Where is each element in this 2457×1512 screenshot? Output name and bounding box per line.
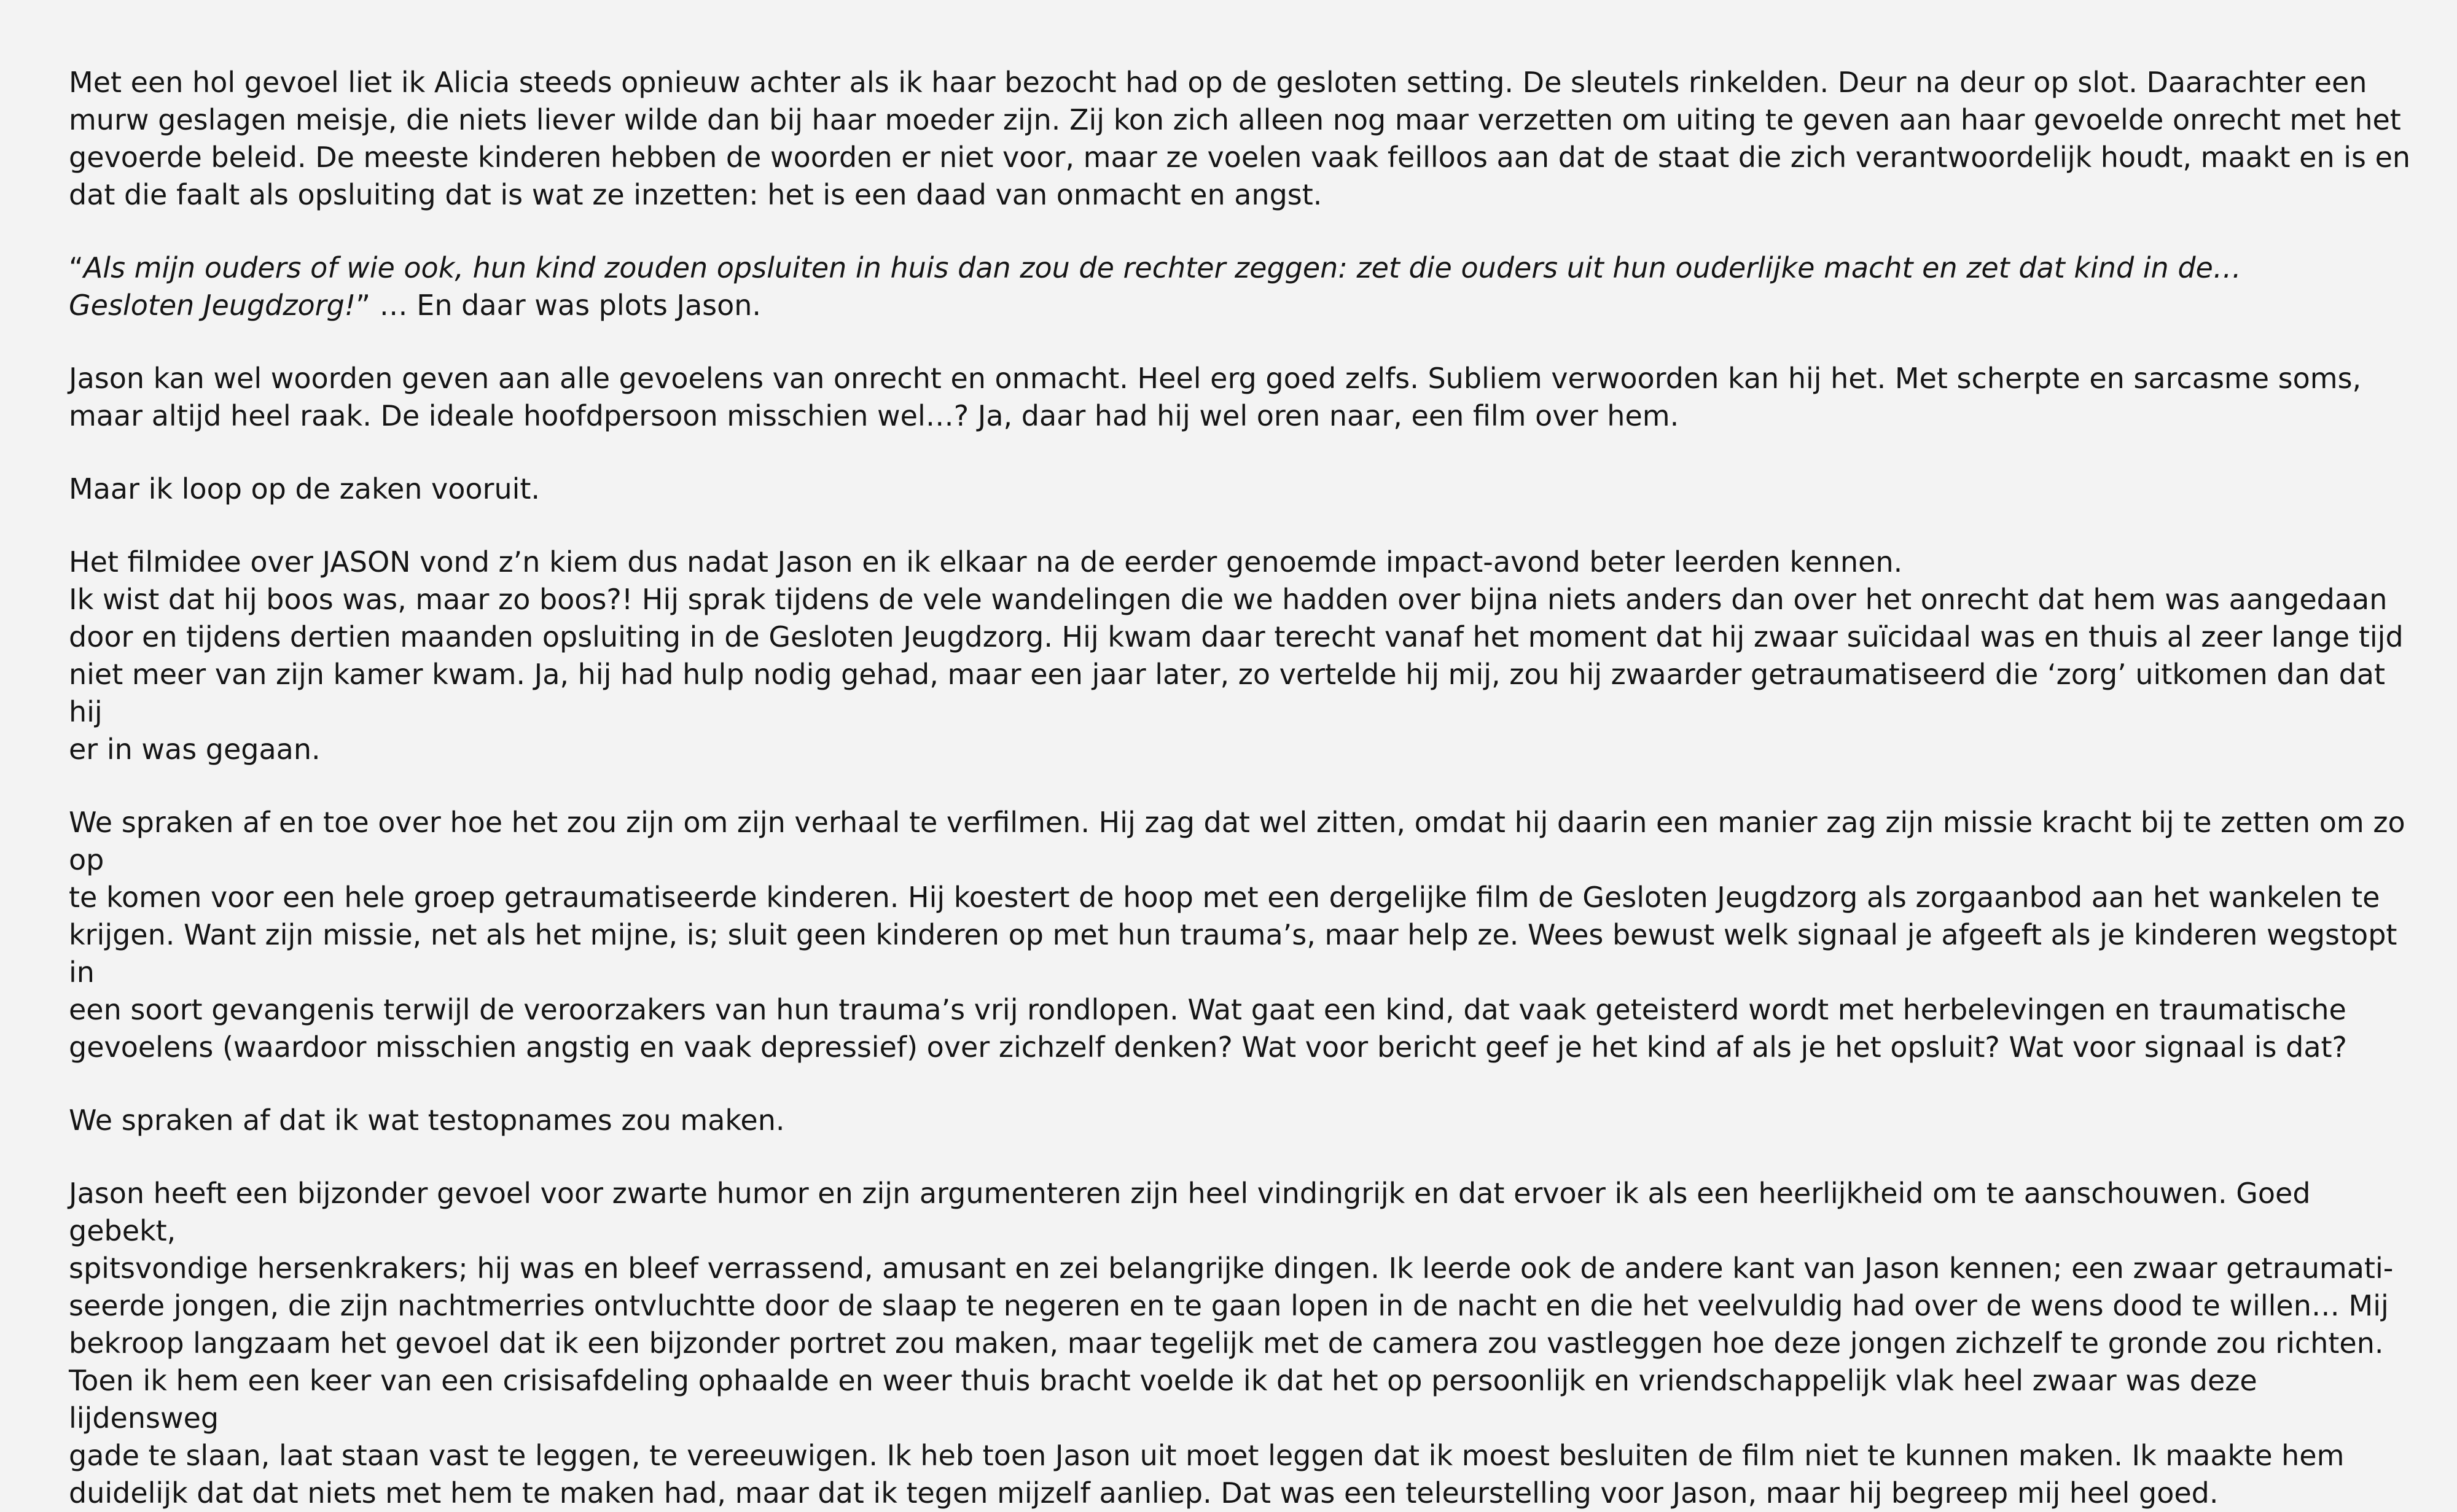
document-body: [69, 64, 2415, 1512]
quote-open-mark: “: [69, 251, 84, 284]
quote-close-mark: ”: [356, 289, 371, 322]
paragraph-test-recordings: We spraken af dat ik wat testopnames zou maken.: [69, 1104, 785, 1137]
paragraph-film-idea: Het filmidee over JASON vond z’n kiem dus nadat Jason en ik elkaar na de eerder genoemde impact-avond beter leerden kennen. Ik wist dat hij boos was, maar zo boos?! Hij sprak tijdens de vele wandelingen die we hadden over bijna niets anders dan over het onrecht dat hem was aangedaan door en tijdens dertien maanden opsluiting in de Gesloten Jeugdzorg. Hij kwam daar terecht vanaf het moment dat hij zwaar suïcidaal was en thuis al zeer lange tijd niet meer van zijn kamer kwam. Ja, hij had hulp nodig gehad, maar een jaar later, zo vertelde hij mij, zou hij zwaarder getraumatiseerd die ‘zorg’ uitkomen dan dat hij er in was gegaan.: [69, 545, 2404, 766]
quote-tail: … En daar was plots Jason.: [370, 289, 762, 322]
paragraph-humor: Jason heeft een bijzonder gevoel voor zwarte humor en zijn argumenteren zijn heel vindingrijk en dat ervoer ik als een heerlijkheid om te aanschouwen. Goed gebekt, spitsvondige hersenkrakers; hij was en bleef verrassend, amusant en zei belangrijke dingen. Ik leerde ook de andere kant van Jason kennen; een zwaar getraumati- seerde jongen, die zijn nachtmerries ontvluchtte door de slaap te negeren en te gaan lopen in de nacht en die het veelvuldig had over de wens dood te willen… Mij bekroop langzaam het gevoel dat ik een bijzonder portret zou maken, maar tegelijk met de camera zou vastleggen hoe deze jongen zichzelf te gronde zou richten. Toen ik hem een keer van een crisisafdeling ophaalde en weer thuis bracht voelde ik dat het op persoonlijk en vriendschappelijk vlak heel zwaar was deze lijdensweg gade te slaan, laat staan vast te leggen, te vereeuwigen. Ik heb toen Jason uit moet leggen dat ik moest besluiten de film niet te kunnen maken. Ik maakte hem duidelijk dat dat niets met hem te maken had, maar dat ik tegen mijzelf aanliep. Dat was een teleurstelling voor Jason, maar hij begreep mij heel goed.: [69, 1177, 2394, 1510]
quote-paragraph: [69, 249, 2415, 324]
paragraph-alicia: Met een hol gevoel liet ik Alicia steeds opnieuw achter als ik haar bezocht had op de gesloten setting. De sleutels rinkelden. Deur na deur op slot. Daarachter een murw geslagen meisje, die niets liever wilde dan bij haar moeder zijn. Zij kon zich alleen nog maar verzetten om uiting te geven aan haar gevoelde onrecht met het gevoerde beleid. De meeste kinderen hebben de woorden er niet voor, maar ze voelen vaak feilloos aan dat de staat die zich verantwoordelijk houdt, maakt en is en dat die faalt als opsluiting dat is wat ze inzetten: het is een daad van onmacht en angst.: [69, 66, 2411, 211]
paragraph-jason-words: Jason kan wel woorden geven aan alle gevoelens van onrecht en onmacht. Heel erg goed zelfs. Subliem verwoorden kan hij het. Met scherpte en sarcasme soms, maar altijd heel raak. De ideale hoofdpersoon misschien wel…? Ja, daar had hij wel oren naar, een film over hem.: [69, 362, 2362, 432]
quote-italic-text: Als mijn ouders of wie ook, hun kind zouden opsluiten in huis dan zou de rechter zeggen: zet die ouders uit hun ouderlijke macht en zet dat kind in de… Gesloten Jeugdzorg!: [69, 251, 2241, 322]
paragraph-film-talks: We spraken af en toe over hoe het zou zijn om zijn verhaal te verfilmen. Hij zag dat wel zitten, omdat hij daarin een manier zag zijn missie kracht bij te zetten om zo op te komen voor een hele groep getraumatiseerde kinderen. Hij koestert de hoop met een dergelijke film de Gesloten Jeugdzorg als zorgaanbod aan het wankelen te krijgen. Want zijn missie, net als het mijne, is; sluit geen kinderen op met hun trauma’s, maar help ze. Wees bewust welk signaal je afgeeft als je kinderen wegstopt in een soort gevangenis terwijl de veroorzakers van hun trauma’s vrij rondlopen. Wat gaat een kind, dat vaak geteisterd wordt met herbelevingen en traumatische gevoelens (waardoor misschien angstig en vaak depressief) over zichzelf denken? Wat voor bericht geef je het kind af als je het opsluit? Wat voor signaal is dat?: [69, 806, 2405, 1064]
paragraph-ahead: Maar ik loop op de zaken vooruit.: [69, 472, 541, 505]
